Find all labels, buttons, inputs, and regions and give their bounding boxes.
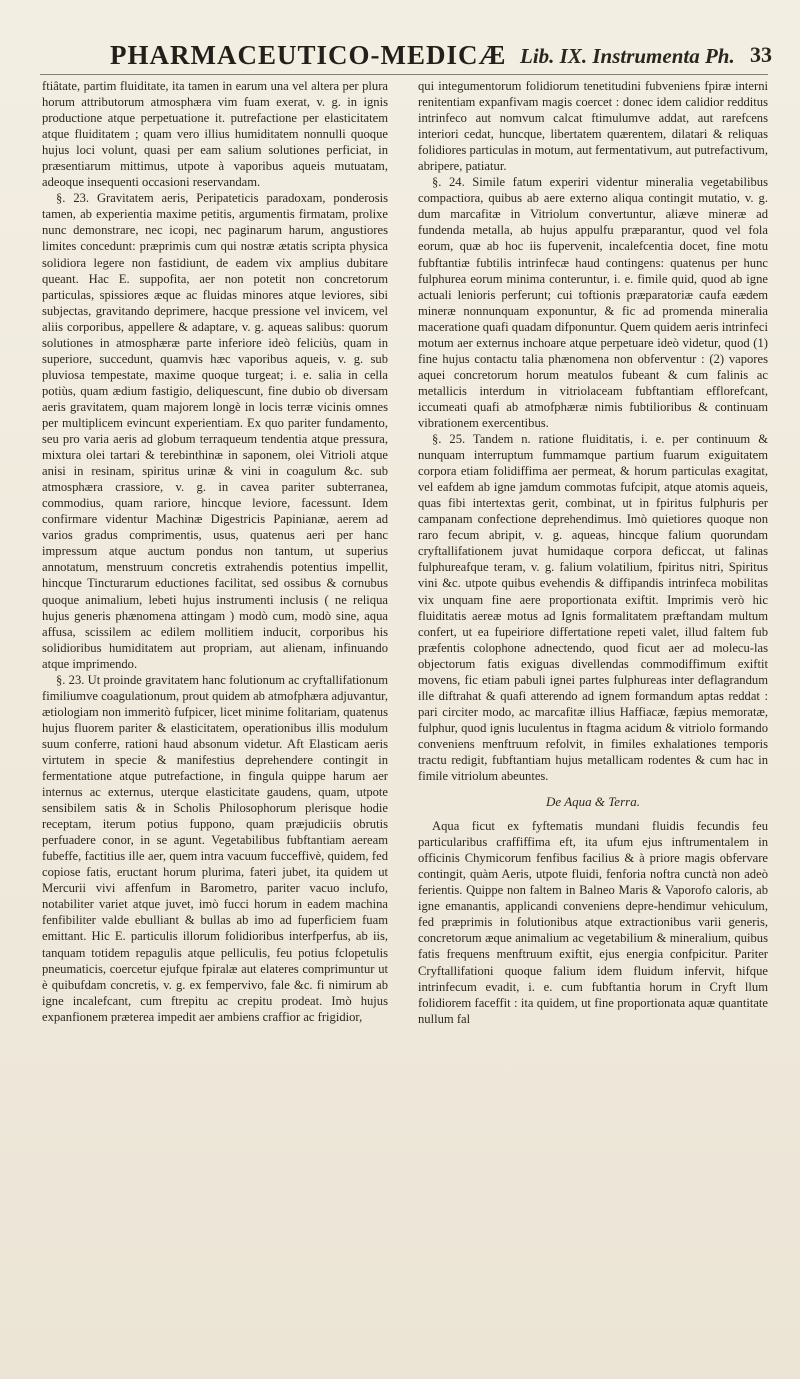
page-number: 33 bbox=[750, 42, 772, 67]
right-paragraph: §. 24. Simile fatum experiri videntur mineralia vegetabilibus compactiora, quibus ab aere externo aliqua contingit mutatio, v. g. dum marcafitæ in Vitriolum convertuntur, aliæve mineræ ad fundenda metalla, ab hujus appulfu præparantur, quod vel fola eorum, quæ ab hoc iis fupervenit, incalefcentia docet, fine motu fubftantiæ fubtilis intrinfecæ haud contingens: quatenus per hunc fulphurea eorum minima conteruntur, i. e. fimile quid, quod ab igne actuali lenioris perferunt; cui toftionis præparatoriæ caufa eædem mineræ nonnunquam exponuntur, & fic ad promenda mineralia maceratione quafi quadam difponuntur. Quem quidem aeris intrinfeci motum aer externus inchoare atque perpetuare ideò videtur, quod (1) fine hujus contactu talia phænomena non obferventur : (2) vapores aquei concretorum horum meatulos fubeant & cum falinis ac metallicis interdum in vitriolaceam fubftantiam efflorefcant, iccumeati quafi ab atmofphæræ nimis fubtilioribus & continuam vibrationem exercentibus. bbox=[418, 175, 768, 430]
header-rule bbox=[40, 74, 768, 75]
left-paragraph: ftiâtate, partim fluiditate, ita tamen in earum una vel altera per plura horum attributorum atmosphæra vim fuam exerat, v. g. in ignis productione atque perpetuatione it. putrefactione per elasticitatem atque fluiditatem ; quam vero illius humiditatem nonnulli quoque hujus loci volunt, quasi per eam salium solutiones perficiat, in præsentiarum mittimus, utpote à vaporibus aqueis mutuatam, adeoque insequenti occasioni reservandam. bbox=[42, 79, 388, 190]
right-paragraph: Aqua ficut ex fyftematis mundani fluidis fecundis feu particularibus craffiffima eft, ita ufum ejus inftrumentalem in officinis Chymicorum fenfibus facilius & à priore magis obfervare contingit, quàm Aeris, utpote fluidi, fenforia noftra cunctà non adeò ferientis. Quippe non faltem in Balneo Maris & Vaporofo caloris, ab igne emanantis, applicandi conveniens depre-hendimur vehiculum, fed præprimis in folutionibus atque extractionibus varii generis, concretorum æque animalium ac vegetabilium & mineralium, quibus fatis frequens menftruum exiftit, ejus energia confpicitur. Pariter Cryftallifationi quoque falium idem fluidum infervit, hifque intrinfecum evadit, i. e. cum fubftantia horum in Cryft llum folidiorem faceffit : ita quidem, ut fine proportionata aquæ quantitate nullum fal bbox=[418, 819, 768, 1026]
margin-smudge bbox=[772, 315, 798, 355]
left-paragraph: §. 23. Gravitatem aeris, Peripateticis paradoxam, ponderosis tamen, ab experientia maxime petitis, argumentis firmatam, prolixe nunc demonstrare, nec icopi, nec paginarum harum, angustiores limites concedunt: præprimis cum qui nostræ ætatis scripta physica solidiora legere non fastidiunt, de eadem vix amplius dubitare queant. Hac E. suppofita, aer non potetit non concretorum particulas, spissiores æque ac fluidas minores atque leviores, sibi subjectas, gravitando deprimere, hacque pressione vel invicem, vel aliis corporibus, appellere & adaptare, v. g. aqueas salibus: quorum solutiones in atmosphæræ parte inferiore ideò feliciùs, quam in superiore, succedunt, quamvis hæc vaporibus aqueis, v. g. sub pluviosa tempestate, maxime quoque turgeat; i. e. salia in cella potiùs, quam ædium fastigio, deliquescunt, fine dubio ob diversam aeris gravitatem, quam majorem longè in locis terræ vicinis omnes per multiplicem evincunt experientiam. Ex quo pariter fundamento, seu pro varia aeris ad globum terraqueum tendentia atque pressura, mixtura olei tartari & terebinthinæ in saponem, olei Vitrioli atque anisi in resinam, spiritus urinæ & vini in coagulum &c. sub atmosphæra crassiore, v. g. in cavea pariter subterranea, commodius, quam rariore, hincque leviore, facessunt. Idem confirmare videntur Machinæ Digestricis Papinianæ, aerem ad varios gradus comprimentis, usus, quatenus aeri per hanc impressum atque auctum pondus non tantum, ut superius annotatum, menstruum concretis extrahendis potentius impellit, hincque Tincturarum eductiones facilitat, sed ossibus & cornubus quoque animalium, lebeti hujus instrumenti inclusis ( ne reliqua hujus generis phænomena attingam ) modò cum, modò sine, aqua affusa, scissilem ac edilem mollitiem inducit, corporibus his solidioribus humiditatem aut propriam, aut alienam, infinuando atque imprimendo. bbox=[42, 191, 388, 671]
right-paragraph: qui integumentorum folidiorum tenetitudini fubveniens fpiræ interni renitentiam expanfivam magis coercet : donec idem calidior redditus intrinfeco aut nomvum calcat ftimulumve addat, aut rarefcens interiori cedat, huncque, libertatem quærentem, dilatari & reliquas folidiores particulas in motum, aut fermentativum, aut putrefactivum, abripere, patiatur. bbox=[418, 79, 768, 174]
right-paragraph: §. 25. Tandem n. ratione fluiditatis, i. e. per continuum & nunquam interruptum fummamque partium fuarum exiguitatem corpora etiam folidiffima aer permeat, & horum particulas exagitat, vel eafdem ab igne jamdum commotas fufcipit, atque atomis aqueis, quas fibi intertextas gerit, combinat, ut in fpiritus fulphuris per campanam confectione deprehendimus. Imò quietiores quoque non raro fecum abripit, v. g. aqueas, hincque falium quorundam cryftallifationem juvat humidaque corpora deficcat, ut falinas fulphureafque teram, v. g. falium volatilium, fpiritus nitri, Spiritus vini &c. utpote quibus evehendis & diffipandis intrinfeca mobilitas vix unquam fine aere proportionata exiftit. Imprimis verò hic fluiditatis aereæ motus ad Ignis formalitatem præftandam multum confert, ut ea fupeiriore differtatione repeti valet, illud faltem fub præfentis colophone adnectendo, quod ficut aer ad molecu-las objectorum fatis exiguas divellendas commodiffimum exiftit movens, fic etiam pabuli ignei partes fulphureas inter deflagrandum ille diftrahat & quafi atterendo ad ignem formandum aptas reddat : pari circiter modo, ac marcafitæ illius Haffiacæ, fæpius memoratæ, fulphur, quod ignis luculentus in ftagma acidum & vitriolo formando conveniens menftruum refolvit, in fimiles exhalationes temporis tractu redigit, fubftantiam hujus metallicam rodentes & cum hac in fimile vitriolum abeuntes. bbox=[418, 432, 768, 784]
left-column bbox=[42, 78, 388, 1025]
right-column bbox=[418, 78, 768, 1027]
left-paragraph: §. 23. Ut proinde gravitatem hanc folutionum ac cryftallifationum fimiliumve coagulationum, prout quidem ab atmofphæra adjuvantur, ætiologiam non immeritò fufpicer, licet minime folitariam, quatenus hujus fluorem pariter & elasticitatem, operationibus illis modulum suum conferre, rationi haud absonum videtur. Aft Elasticam aeris virtutem in specie & manifestius deprehendere contingit in fermentatione atque putrefactione, in fingula quippe harum aer internus ac externus, uterque elasticitate gaudens, quam, utpote sensibilem satis & in Scholis Philosophorum plerisque hodie receptam, iterum potius fuppono, quam præjudiciis obrutis perfuadere conor, in se agunt. Vegetabilibus fubftantiam aeream fubeffe, factitius ille aer, quem intra vacuum fucceffivè, quidem, fed copiose fatis, eructant horum plurima, fateri jubet, ita quidem ut Mercurii vivi affenfum in Barometro, pariter vacuo inclufo, notabiliter variet atque juvet, imò fucci horum in eadem machina fenfibiliter valde ebulliant & bullas ab imo ad fuperficiem fuam emittant. Hic E. particulis illorum folidioribus interfperfus, ab iis, tanquam totidem repagulis atque pelliculis, feu potius fclopetulis pneumaticis, coercetur ejufque fpiralæ aut elateres comprimuntur ut è quibufdam concretis, v. g. ex fempervivo, fale &c. fi nimirum ab igne incalefcant, cum ftrepitu ac crepitu prodeat. Imò hujus expanfionem præterea impedit aer ambiens craffior ac frigidior, bbox=[42, 672, 388, 1024]
section-subheading: De Aqua & Terra. bbox=[546, 794, 640, 810]
page-header bbox=[30, 40, 772, 74]
running-head: PHARMACEUTICO-MEDICÆ bbox=[110, 40, 507, 70]
section-head: Lib. IX. Instrumenta Ph. bbox=[520, 44, 735, 68]
